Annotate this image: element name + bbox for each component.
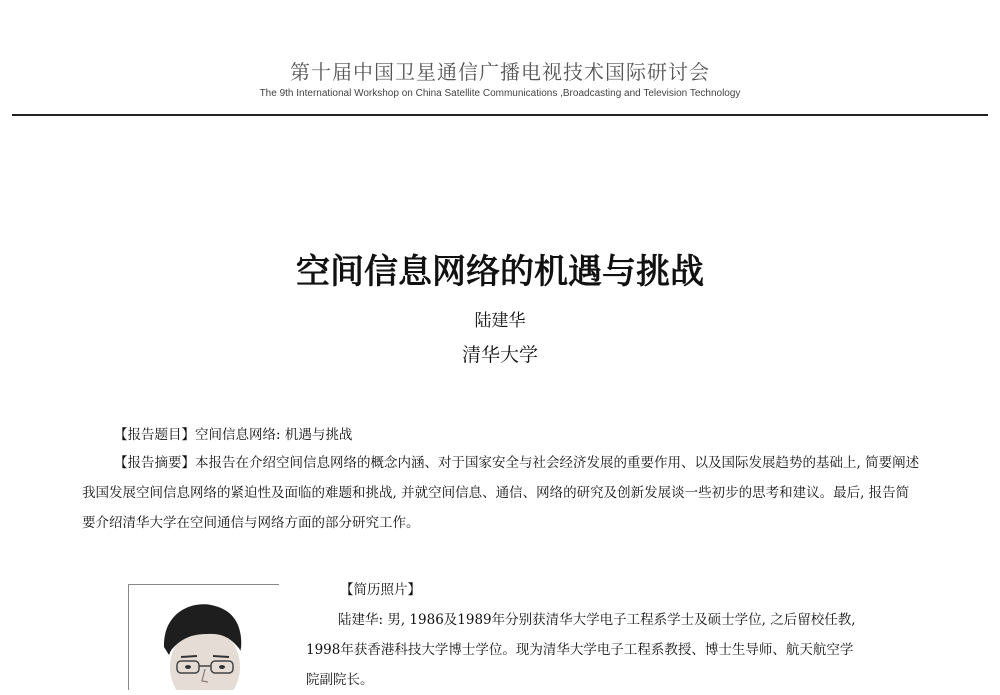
- paper-title: 空间信息网络的机遇与挑战: [296, 252, 704, 292]
- author-photo: [128, 584, 279, 690]
- author-affiliation: 清华大学: [461, 344, 538, 366]
- report-topic-label: 【报告题目】: [114, 427, 195, 443]
- bio-text: 陆建华: 男, 1986及1989年分别获清华大学电子工程系学士及硕士学位, 之后留校任教, 1998年获香港科技大学博士学位。现为清华大学电子工程系教授、博士生导师、航天航空学院副院长。: [306, 612, 856, 688]
- workshop-title-en: The 9th International Workshop on China Satellite Communications ,Broadcasting and Television Technology: [259, 88, 741, 99]
- report-topic-text: 空间信息网络: 机遇与挑战: [195, 427, 353, 443]
- bio-heading: 【简历照片】: [340, 582, 421, 598]
- report-abstract: [82, 448, 922, 538]
- report-abstract-text: 本报告在介绍空间信息网络的概念内涵、对于国家安全与社会经济发展的重要作用、以及国际发展趋势的基础上, 简要阐述我国发展空间信息网络的紧迫性及面临的难题和挑战, 并就空间信息、通信、网络的研究及创新发展谈一些初步的思考和建议。最后, 报告简要介绍清华大学在空间通信与网络方面的部分研究工作。: [82, 455, 920, 531]
- workshop-title-cn: 第十届中国卫星通信广播电视技术国际研讨会: [290, 60, 710, 84]
- header-divider: [12, 114, 988, 116]
- author-name: 陆建华: [474, 311, 526, 331]
- report-topic: [114, 420, 352, 450]
- report-abstract-label: 【报告摘要】: [114, 455, 195, 471]
